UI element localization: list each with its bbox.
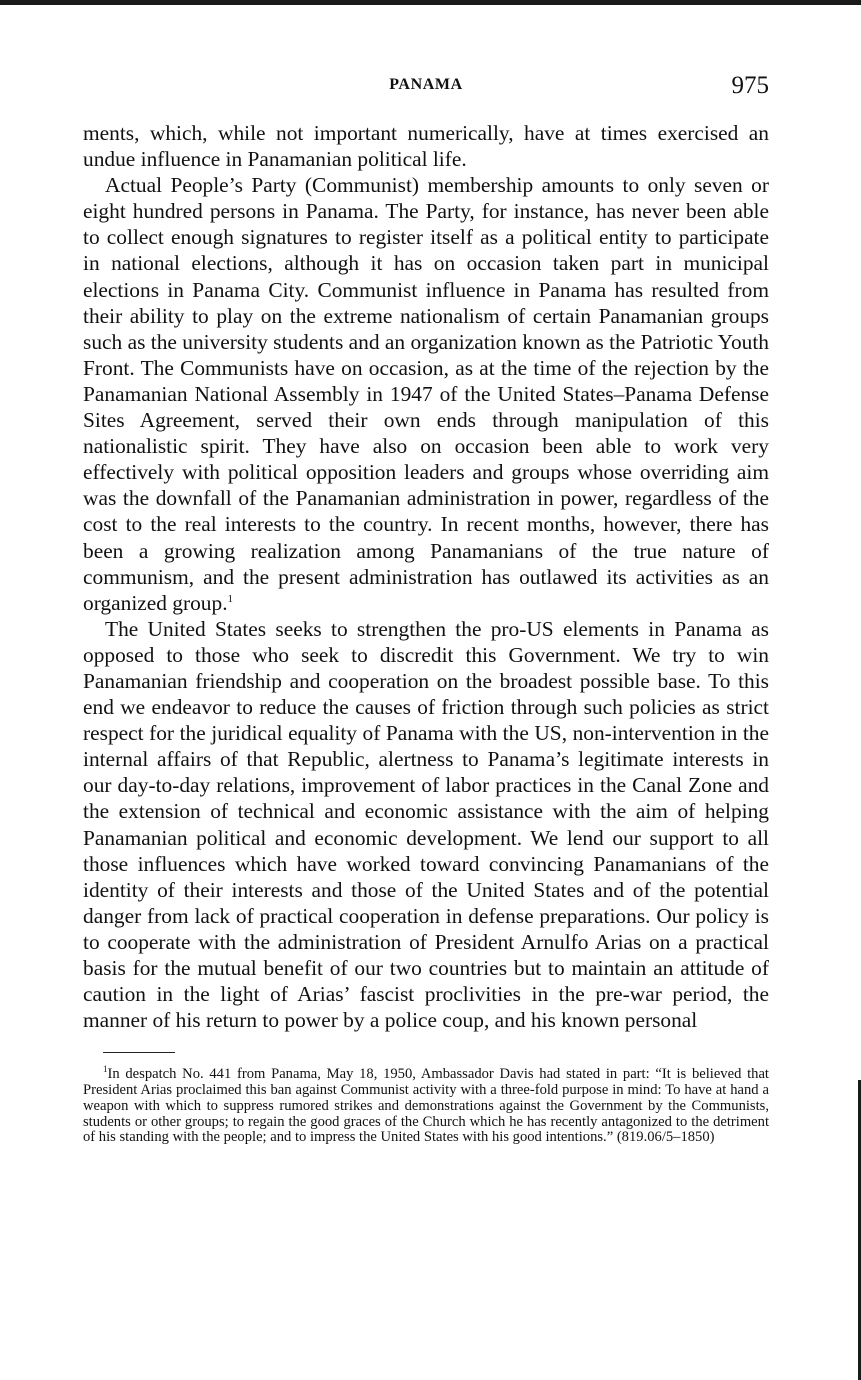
paragraph-2-text: Actual People’s Party (Communist) membership amounts to only seven or eight hundred persons in Panama. The Party, for instance, has never been able to collect enough signatures to register itself as a political entity to participate in national elections, although it has on occasion taken part in municipal elections in Panama City. Communist influence in Panama has resulted from their ability to play on the extreme nationalism of certain Panamanian groups such as the university students and an organization known as the Patriotic Youth Front. The Communists have on occasion, as at the time of the rejection by the Panamanian National Assembly in 1947 of the United States–Panama Defense Sites Agreement, served their own ends through manipulation of this nationalistic spirit. They have also on occasion been able to work very effectively with political opposition leaders and groups whose overriding aim was the downfall of the Panamanian administration in power, regardless of the cost to the real interests to the country. In recent months, however, there has been a growing realization among Panamanians of the true nature of communism, and the present administration has outlawed its activities as an organized group. <box>83 173 769 615</box>
body-text <box>83 120 769 1033</box>
paragraph-3-text: The United States seeks to strengthen the pro-US elements in Panama as opposed to those who seek to discredit this Government. We try to win Panamanian friendship and cooperation on the broadest possible base. To this end we endeavor to reduce the causes of friction through such policies as strict respect for the juridical equality of Panama with the US, non-intervention in the internal affairs of that Republic, alertness to Panama’s legitimate interests in our day-to-day relations, improvement of labor practices in the Canal Zone and the extension of technical and economic assistance with the aim of helping Panamanian political and economic development. We lend our support to all those influences which have worked toward convincing Panamanians of the identity of their interests and those of the United States and of the potential danger from lack of practical cooperation in defense preparations. Our policy is to cooperate with the administration of President Arnulfo Arias on a practical basis for the mutual benefit of our two countries but to maintain an attitude of caution in the light of Arias’ fascist proclivities in the pre-war period, the manner of his return to power by a police coup, and his known personal <box>83 616 769 1033</box>
document-page <box>83 72 769 1146</box>
page-number: 975 <box>731 72 769 99</box>
paragraph-1-text: ments, which, while not important numerically, have at times exercised an undue influence in Panamanian political life. <box>83 121 769 172</box>
footnote-text: In despatch No. 441 from Panama, May 18, 1950, Ambassador Davis had stated in part: “It is believed that President Arias proclaimed this ban against Communist activity with a three-fold purpose in mind: To have at hand a weapon with which to suppress rumored strikes and demonstrations against the Government by the Communists, students or other groups; to regain the good graces of the Church which he has recently antagonized to the detriment of his standing with the people; and to impress the United States with his good intentions.” (819.06/5–1850) <box>83 1066 769 1146</box>
footnote-divider <box>103 1052 175 1053</box>
running-head <box>83 72 769 106</box>
footnote-marker: 1 <box>103 1064 108 1075</box>
paragraph-us-policy <box>83 616 769 1034</box>
running-title: PANAMA <box>389 76 463 93</box>
paragraph-continuation <box>83 120 769 172</box>
footnote-reference[interactable]: 1 <box>227 592 234 605</box>
top-edge-rule <box>0 0 861 5</box>
footnote <box>83 1064 769 1146</box>
paragraph-communist-party <box>83 172 769 616</box>
